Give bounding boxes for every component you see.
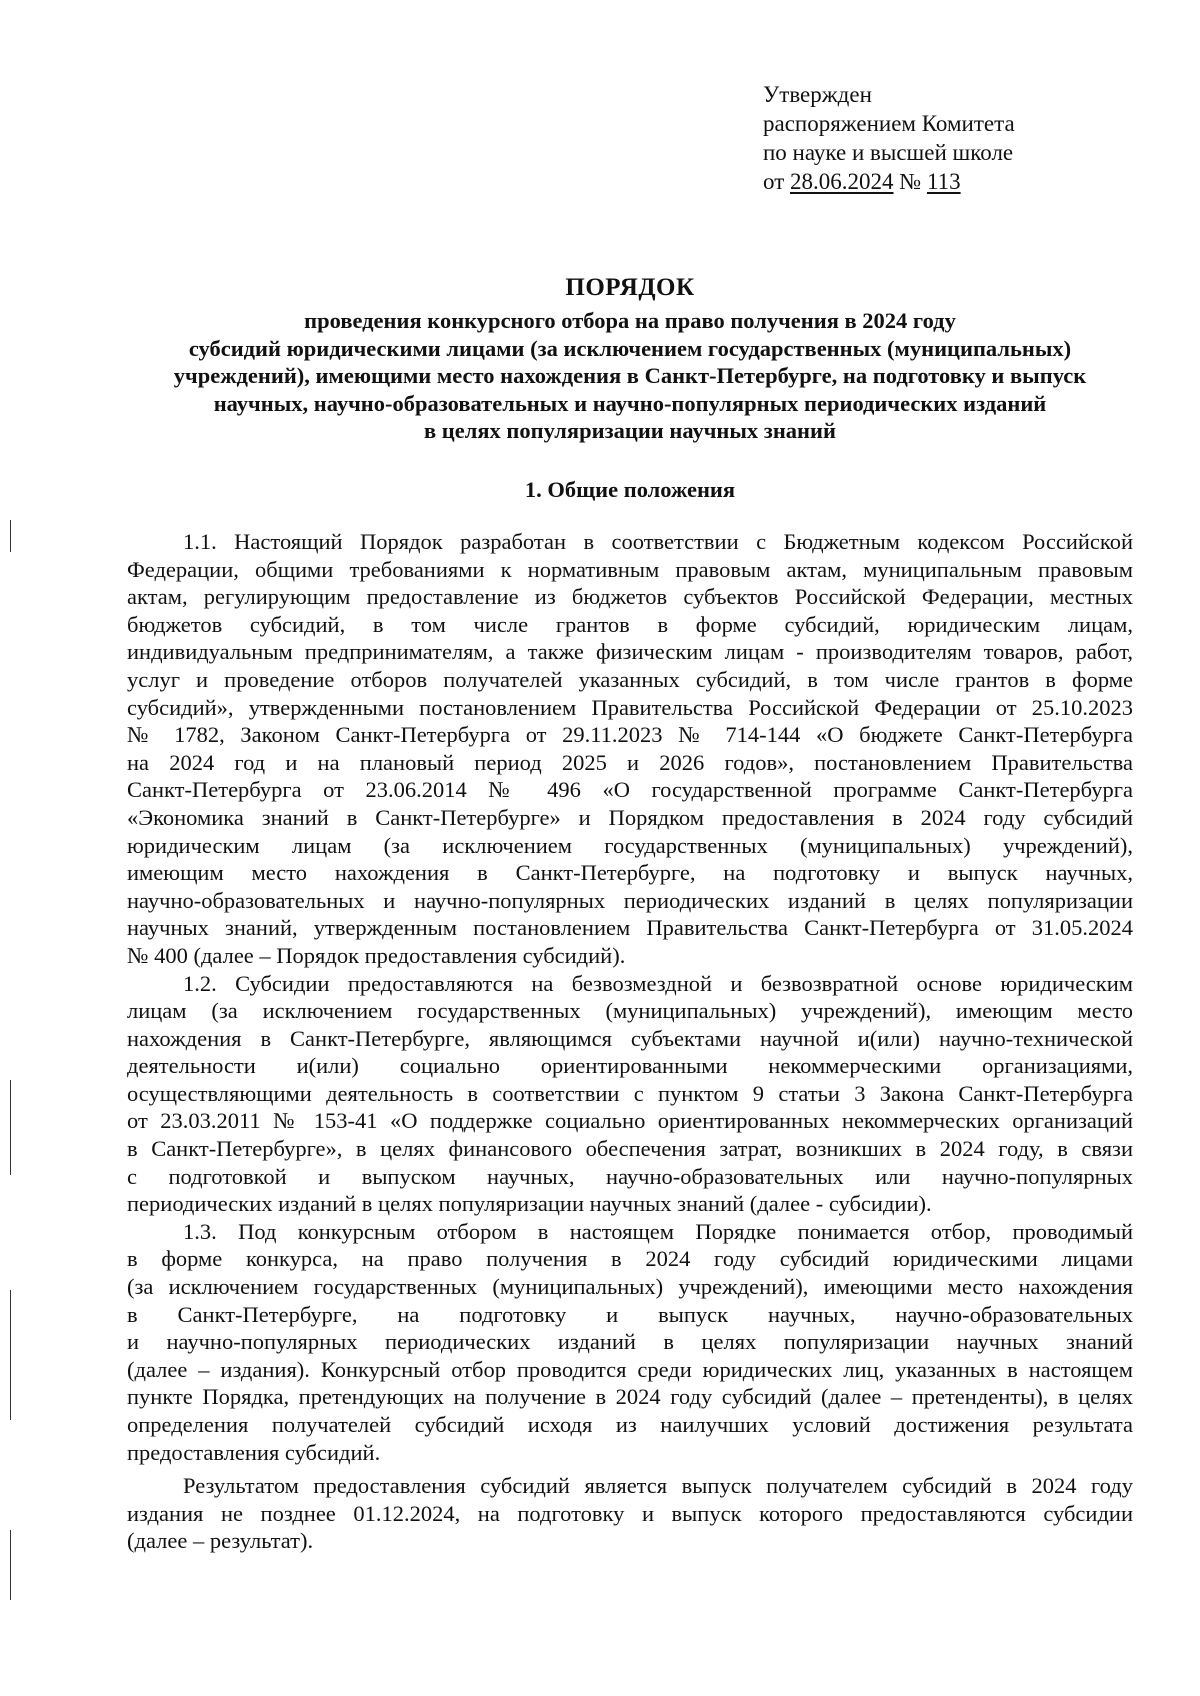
scan-edge-mark: [10, 1290, 11, 1420]
paragraph-line: от 23.03.2011 № 153-41 «О поддержке социально ориентированных некоммерческих организаций: [127, 1108, 1133, 1134]
paragraph-line: осуществляющими деятельность в соответствии с пунктом 9 статьи 3 Закона Санкт-Петербурга: [127, 1080, 1133, 1106]
approval-line: по науке и высшей школе: [763, 140, 1014, 165]
paragraph-line: в форме конкурса, на право получения в 2024 году субсидий юридическими лицами: [127, 1246, 1133, 1272]
paragraph-line: (далее – издания). Конкурсный отбор проводится среди юридических лиц, указанных в настоящем: [127, 1356, 1133, 1382]
paragraph-line: на 2024 год и на плановый период 2025 и 2026 годов», постановлением Правительства: [127, 749, 1133, 775]
paragraph-line: услуг и проведение отборов получателей указанных субсидий, в том числе грантов в форме: [127, 666, 1133, 692]
paragraph: [127, 1218, 1133, 1466]
paragraph-line: Федерации, общими требованиями к нормативным правовым актам, муниципальным правовым: [127, 556, 1133, 582]
paragraph-line: периодических изданий в целях популяризации научных знаний (далее - субсидии).: [127, 1191, 932, 1217]
paragraph-line: предоставления субсидий.: [127, 1439, 381, 1465]
subtitle-line: учреждений), имеющими место нахождения в Санкт-Петербурге, на подготовку и выпуск: [173, 363, 1087, 388]
paragraph-line: 1.2. Субсидии предоставляются на безвозмездной и безвозвратной основе юридическим: [183, 970, 1133, 996]
paragraph-line: актам, регулирующим предоставление из бюджетов субъектов Российской Федерации, местных: [127, 584, 1133, 610]
paragraph-line: научных знаний, утвержденным постановлением Правительства Санкт-Петербурга от 31.05.2024: [127, 915, 1133, 941]
approval-date-line: [763, 167, 1015, 196]
paragraph-line: «Экономика знаний в Санкт-Петербурге» и Порядком предоставления в 2024 году субсидий: [127, 804, 1133, 830]
number-prefix: №: [899, 169, 922, 194]
paragraph-line: и научно-популярных периодических изданий в целях популяризации научных знаний: [127, 1329, 1133, 1355]
paragraph-line: юридическим лицам (за исключением государственных (муниципальных) учреждений),: [127, 832, 1133, 858]
paragraph-line: в Санкт-Петербурге», в целях финансового обеспечения затрат, возникших в 2024 году, в связи: [127, 1136, 1133, 1162]
paragraph-line: индивидуальным предпринимателям, а также физическим лицам - производителям товаров, работ,: [127, 639, 1133, 665]
paragraph: [127, 528, 1133, 970]
date-prefix: от: [763, 169, 785, 194]
paragraph-line: нахождения в Санкт-Петербурге, являющимся субъектами научной и(или) научно-технической: [127, 1025, 1133, 1051]
paragraph-line: с подготовкой и выпуском научных, научно-образовательных или научно-популярных: [127, 1163, 1133, 1189]
paragraph-line: Результатом предоставления субсидий является выпуск получателем субсидий в 2024 году: [183, 1473, 1133, 1499]
scan-edge-mark: [10, 1530, 11, 1600]
paragraph-line: Санкт-Петербурга от 23.06.2014 № 496 «О государственной программе Санкт-Петербурга: [127, 777, 1133, 803]
subtitle-line: в целях популяризации научных знаний: [424, 418, 836, 443]
subtitle-line: субсидий юридическими лицами (за исключением государственных (муниципальных): [188, 335, 1072, 361]
paragraph-line: определения получателей субсидий исходя из наилучших условий достижения результата: [127, 1412, 1133, 1437]
paragraph-line: издания не позднее 01.12.2024, на подготовку и выпуск которого предоставляются субсидии: [127, 1500, 1133, 1526]
subtitle-line: проведения конкурсного отбора на право получения в 2024 году: [304, 308, 956, 333]
paragraph-line: (за исключением государственных (муниципальных) учреждений), имеющими место нахождения: [127, 1274, 1133, 1300]
paragraph-line: научно-образовательных и научно-популярных периодических изданий в целях популяризации: [127, 887, 1133, 913]
scan-edge-mark: [10, 1080, 11, 1175]
paragraph-line: в Санкт-Петербурге, на подготовку и выпуск научных, научно-образовательных: [127, 1301, 1133, 1327]
paragraph-line: 1.1. Настоящий Порядок разработан в соответствии с Бюджетным кодексом Российской: [183, 529, 1133, 554]
paragraph-line: имеющим место нахождения в Санкт-Петербурге, на подготовку и выпуск научных,: [127, 860, 1133, 886]
document-body: [127, 528, 1133, 1555]
paragraph-line: деятельности и(или) социально ориентированными некоммерческими организациями,: [127, 1053, 1133, 1079]
paragraph-line: 1.3. Под конкурсным отбором в настоящем Порядке понимается отбор, проводимый: [183, 1218, 1133, 1244]
paragraph-line: (далее – результат).: [127, 1528, 314, 1554]
paragraph-line: пункте Порядка, претендующих на получение в 2024 году субсидий (далее – претенденты), в целях: [127, 1384, 1133, 1410]
approval-line: распоряжением Комитета: [763, 111, 1015, 136]
paragraph-line: субсидий», утвержденными постановлением Правительства Российской Федерации от 25.10.2023: [127, 694, 1133, 720]
paragraph-line: бюджетов субсидий, в том числе грантов в форме субсидий, юридическим лицам,: [127, 611, 1133, 637]
approval-number: 113: [926, 169, 961, 194]
scan-edge-mark: [10, 520, 11, 552]
paragraph: [127, 1472, 1133, 1555]
paragraph-line: № 1782, Законом Санкт-Петербурга от 29.11.2023 № 714-144 «О бюджете Санкт-Петербурга: [127, 722, 1133, 748]
approval-stamp: [763, 80, 1015, 196]
section-heading: 1. Общие положения: [524, 477, 736, 502]
paragraph-line: лицам (за исключением государственных (муниципальных) учреждений), имеющим место: [127, 998, 1133, 1024]
subtitle-line: научных, научно-образовательных и научно-популярных периодических изданий: [213, 390, 1047, 416]
paragraph: [127, 970, 1133, 1218]
approval-date: 28.06.2024: [790, 169, 894, 194]
approval-line: Утвержден: [763, 82, 872, 107]
document-subtitle: [130, 307, 1130, 445]
document-heading: [130, 272, 1130, 445]
document-title: ПОРЯДОК: [565, 274, 695, 301]
paragraph-line: № 400 (далее – Порядок предоставления субсидий).: [127, 942, 626, 968]
